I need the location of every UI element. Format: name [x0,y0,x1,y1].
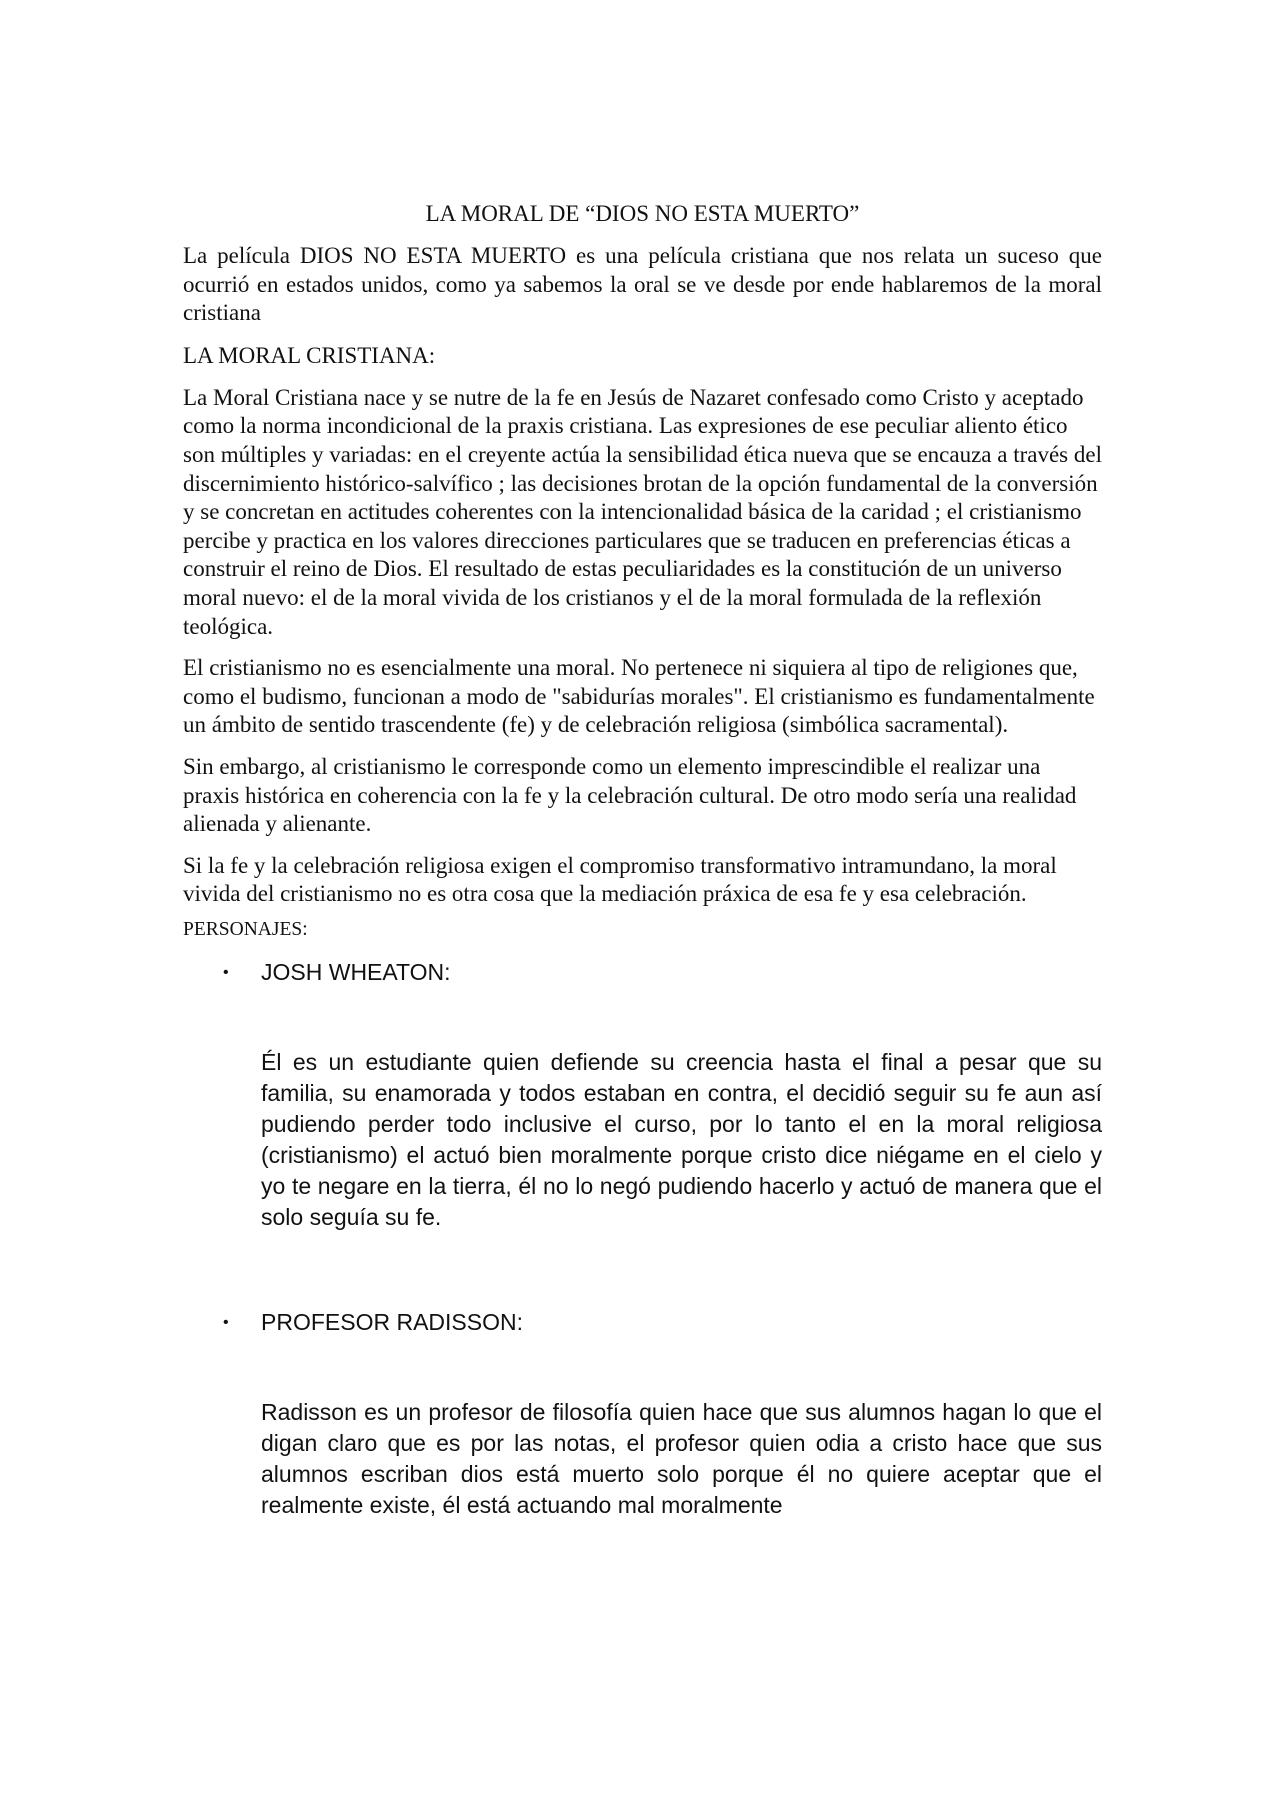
character-description: Radisson es un profesor de filosofía quien hace que sus alumnos hagan lo que el digan claro que es por las notas, el profesor quien odia a cristo hace que sus alumnos escriban dios está muerto solo porque él no quiere aceptar que el realmente existe, él está actuando mal moralmente [261,1398,1102,1518]
characters-list [183,957,1102,1521]
character-item-profesor-radisson [183,1307,1102,1521]
bullet-icon: • [223,1313,229,1331]
document-content [183,200,1102,1521]
character-name: PROFESOR RADISSON: [261,1308,523,1335]
document-title: LA MORAL DE “DIOS NO ESTA MUERTO” [425,201,860,226]
body-paragraph-4: Si la fe y la celebración religiosa exigen el compromiso transformativo intramundano, la moral vivida del cristianismo no es otra cosa que la mediación práxica de esa fe y esa celebración. [183,852,1057,907]
body-paragraph-3: Sin embargo, al cristianismo le corresponde como un elemento imprescindible el realizar una praxis histórica en coherencia con la fe y la celebración cultural. De otro modo sería una realidad alienada y alienante. [183,753,1077,837]
body-paragraph-1: La Moral Cristiana nace y se nutre de la fe en Jesús de Nazaret confesado como Cristo y aceptado como la norma incondicional de la praxis cristiana. Las expresiones de ese peculiar aliento ético son múltiples y variadas: en el creyente actúa la sensibilidad ética nueva que se encauza a través del discernimiento histórico-salvífico ; las decisiones brotan de la opción fundamental de la conversión y se concretan en actitudes coherentes con la intencionalidad básica de la caridad ; el cristianismo percibe y practica en los valores direcciones particulares que se traducen en preferencias éticas a construir el reino de Dios. El resultado de estas peculiaridades es la constitución de un universo moral nuevo: el de la moral vivida de los cristianos y el de la moral formulada de la reflexión teológica. [183,384,1102,639]
section-heading-moral-cristiana: LA MORAL CRISTIANA: [183,342,436,368]
character-description: Él es un estudiante quien defiende su creencia hasta el final a pesar que su familia, su enamorada y todos estaban en contra, el decidió seguir su fe aun así pudiendo perder todo inclusive el curso, por lo tanto el en la moral religiosa (cristianismo) el actuó bien moralmente porque cristo dice niégame en el cielo y yo te negare en la tierra, él no lo negó pudiendo hacerlo y actuó de manera que el solo seguía su fe. [261,1048,1102,1230]
character-item-josh-wheaton [183,957,1102,1233]
characters-heading: PERSONAJES: [183,918,308,940]
intro-paragraph: La película DIOS NO ESTA MUERTO es una película cristiana que nos relata un suceso que ocurrió en estados unidos, como ya sabemos la oral se ve desde por ende hablaremos de la moral cristiana [183,243,1102,326]
character-name: JOSH WHEATON: [261,958,451,985]
bullet-icon: • [223,963,229,981]
body-paragraph-2: El cristianismo no es esencialmente una moral. No pertenece ni siquiera al tipo de religiones que, como el budismo, funcionan a modo de "sabidurías morales". El cristianismo es fundamentalmente un ámbito de sentido trascendente (fe) y de celebración religiosa (simbólica sacramental). [183,655,1095,738]
